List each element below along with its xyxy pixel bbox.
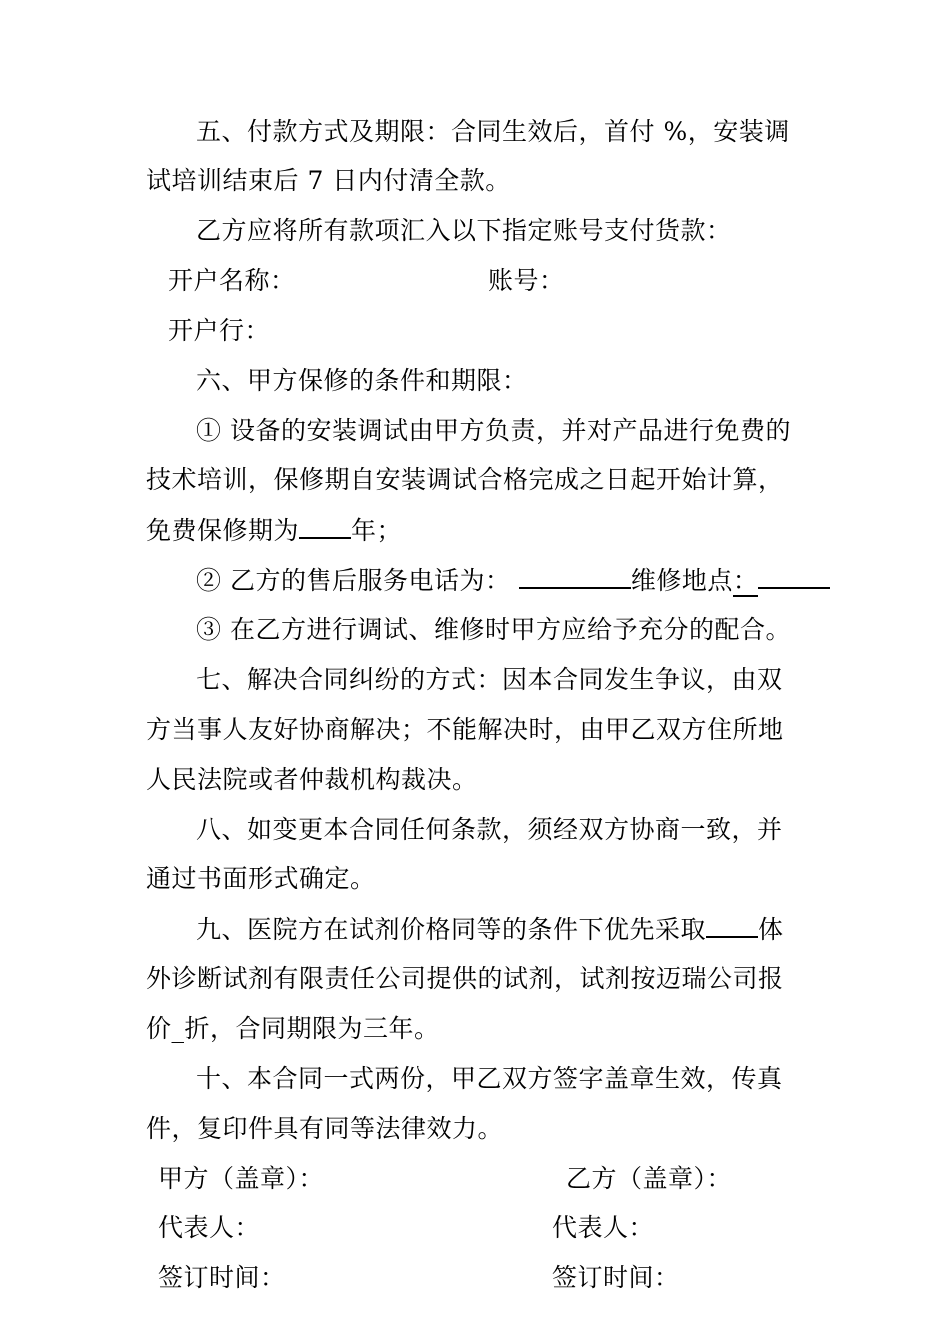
section6-item3: ③ 在乙方进行调试、维修时甲方应给予充分的配合。 (196, 615, 791, 644)
service-phone-label: ② 乙方的售后服务电话为： (196, 566, 511, 595)
section6-item1-line3 (146, 515, 402, 546)
section5-line3: 乙方应将所有款项汇入以下指定账号支付货款： (196, 216, 732, 245)
section7-line3: 人民法院或者仲裁机构裁决。 (146, 765, 478, 794)
party-b-sign-date-label: 签订时间： (552, 1263, 680, 1292)
section8-line2: 通过书面形式确定。 (146, 864, 376, 893)
warranty-period-label: 免费保修期为 (146, 516, 300, 545)
section9-line3: 价_折，合同期限为三年。 (146, 1014, 440, 1043)
section6-title: 六、甲方保修的条件和期限： (196, 366, 528, 395)
repair-location-colon: ： (732, 566, 759, 595)
section10-line1: 十、本合同一式两份，甲乙双方签字盖章生效，传真 (196, 1064, 783, 1093)
party-a-sign-date-label: 签订时间： (158, 1263, 286, 1292)
party-a-seal-label: 甲方（盖章）： (158, 1164, 325, 1193)
section7-line2: 方当事人友好协商解决；不能解决时，由甲乙双方住所地 (146, 715, 784, 744)
account-name-label: 开户名称： (168, 266, 296, 295)
section7-line1: 七、解决合同纠纷的方式：因本合同发生争议，由双 (196, 665, 783, 694)
repair-location-blank (758, 565, 830, 589)
section6-item2 (196, 565, 830, 596)
section10-line2: 件，复印件具有同等法律效力。 (146, 1114, 504, 1143)
account-number-label: 账号： (488, 266, 565, 295)
section9-line1-text: 九、医院方在试剂价格同等的条件下优先采取 (196, 915, 707, 944)
repair-location-label: 维修地点 (630, 566, 733, 595)
service-phone-blank (519, 565, 631, 589)
section5-line2: 试培训结束后 7 日内付清全款。 (146, 166, 511, 195)
section9-line1 (196, 914, 784, 945)
section6-item1-line1: ① 设备的安装调试由甲方负责，并对产品进行免费的 (196, 416, 791, 445)
party-a-representative-label: 代表人： (158, 1213, 261, 1242)
section9-line2: 外诊断试剂有限责任公司提供的试剂，试剂按迈瑞公司报 (146, 964, 784, 993)
section6-item1-line2: 技术培训，保修期自安装调试合格完成之日起开始计算， (146, 465, 784, 494)
party-b-seal-label: 乙方（盖章）： (566, 1164, 733, 1193)
warranty-years-blank (299, 515, 351, 539)
section9-line1-suffix: 体 (758, 915, 784, 944)
section5-line1: 五、付款方式及期限：合同生效后，首付 %，安装调 (196, 117, 790, 146)
supplier-blank (706, 914, 758, 938)
bank-label: 开户行： (168, 316, 271, 345)
section8-line1: 八、如变更本合同任何条款，须经双方协商一致，并 (196, 815, 783, 844)
warranty-years-suffix: 年； (351, 516, 403, 545)
party-b-representative-label: 代表人： (552, 1213, 655, 1242)
